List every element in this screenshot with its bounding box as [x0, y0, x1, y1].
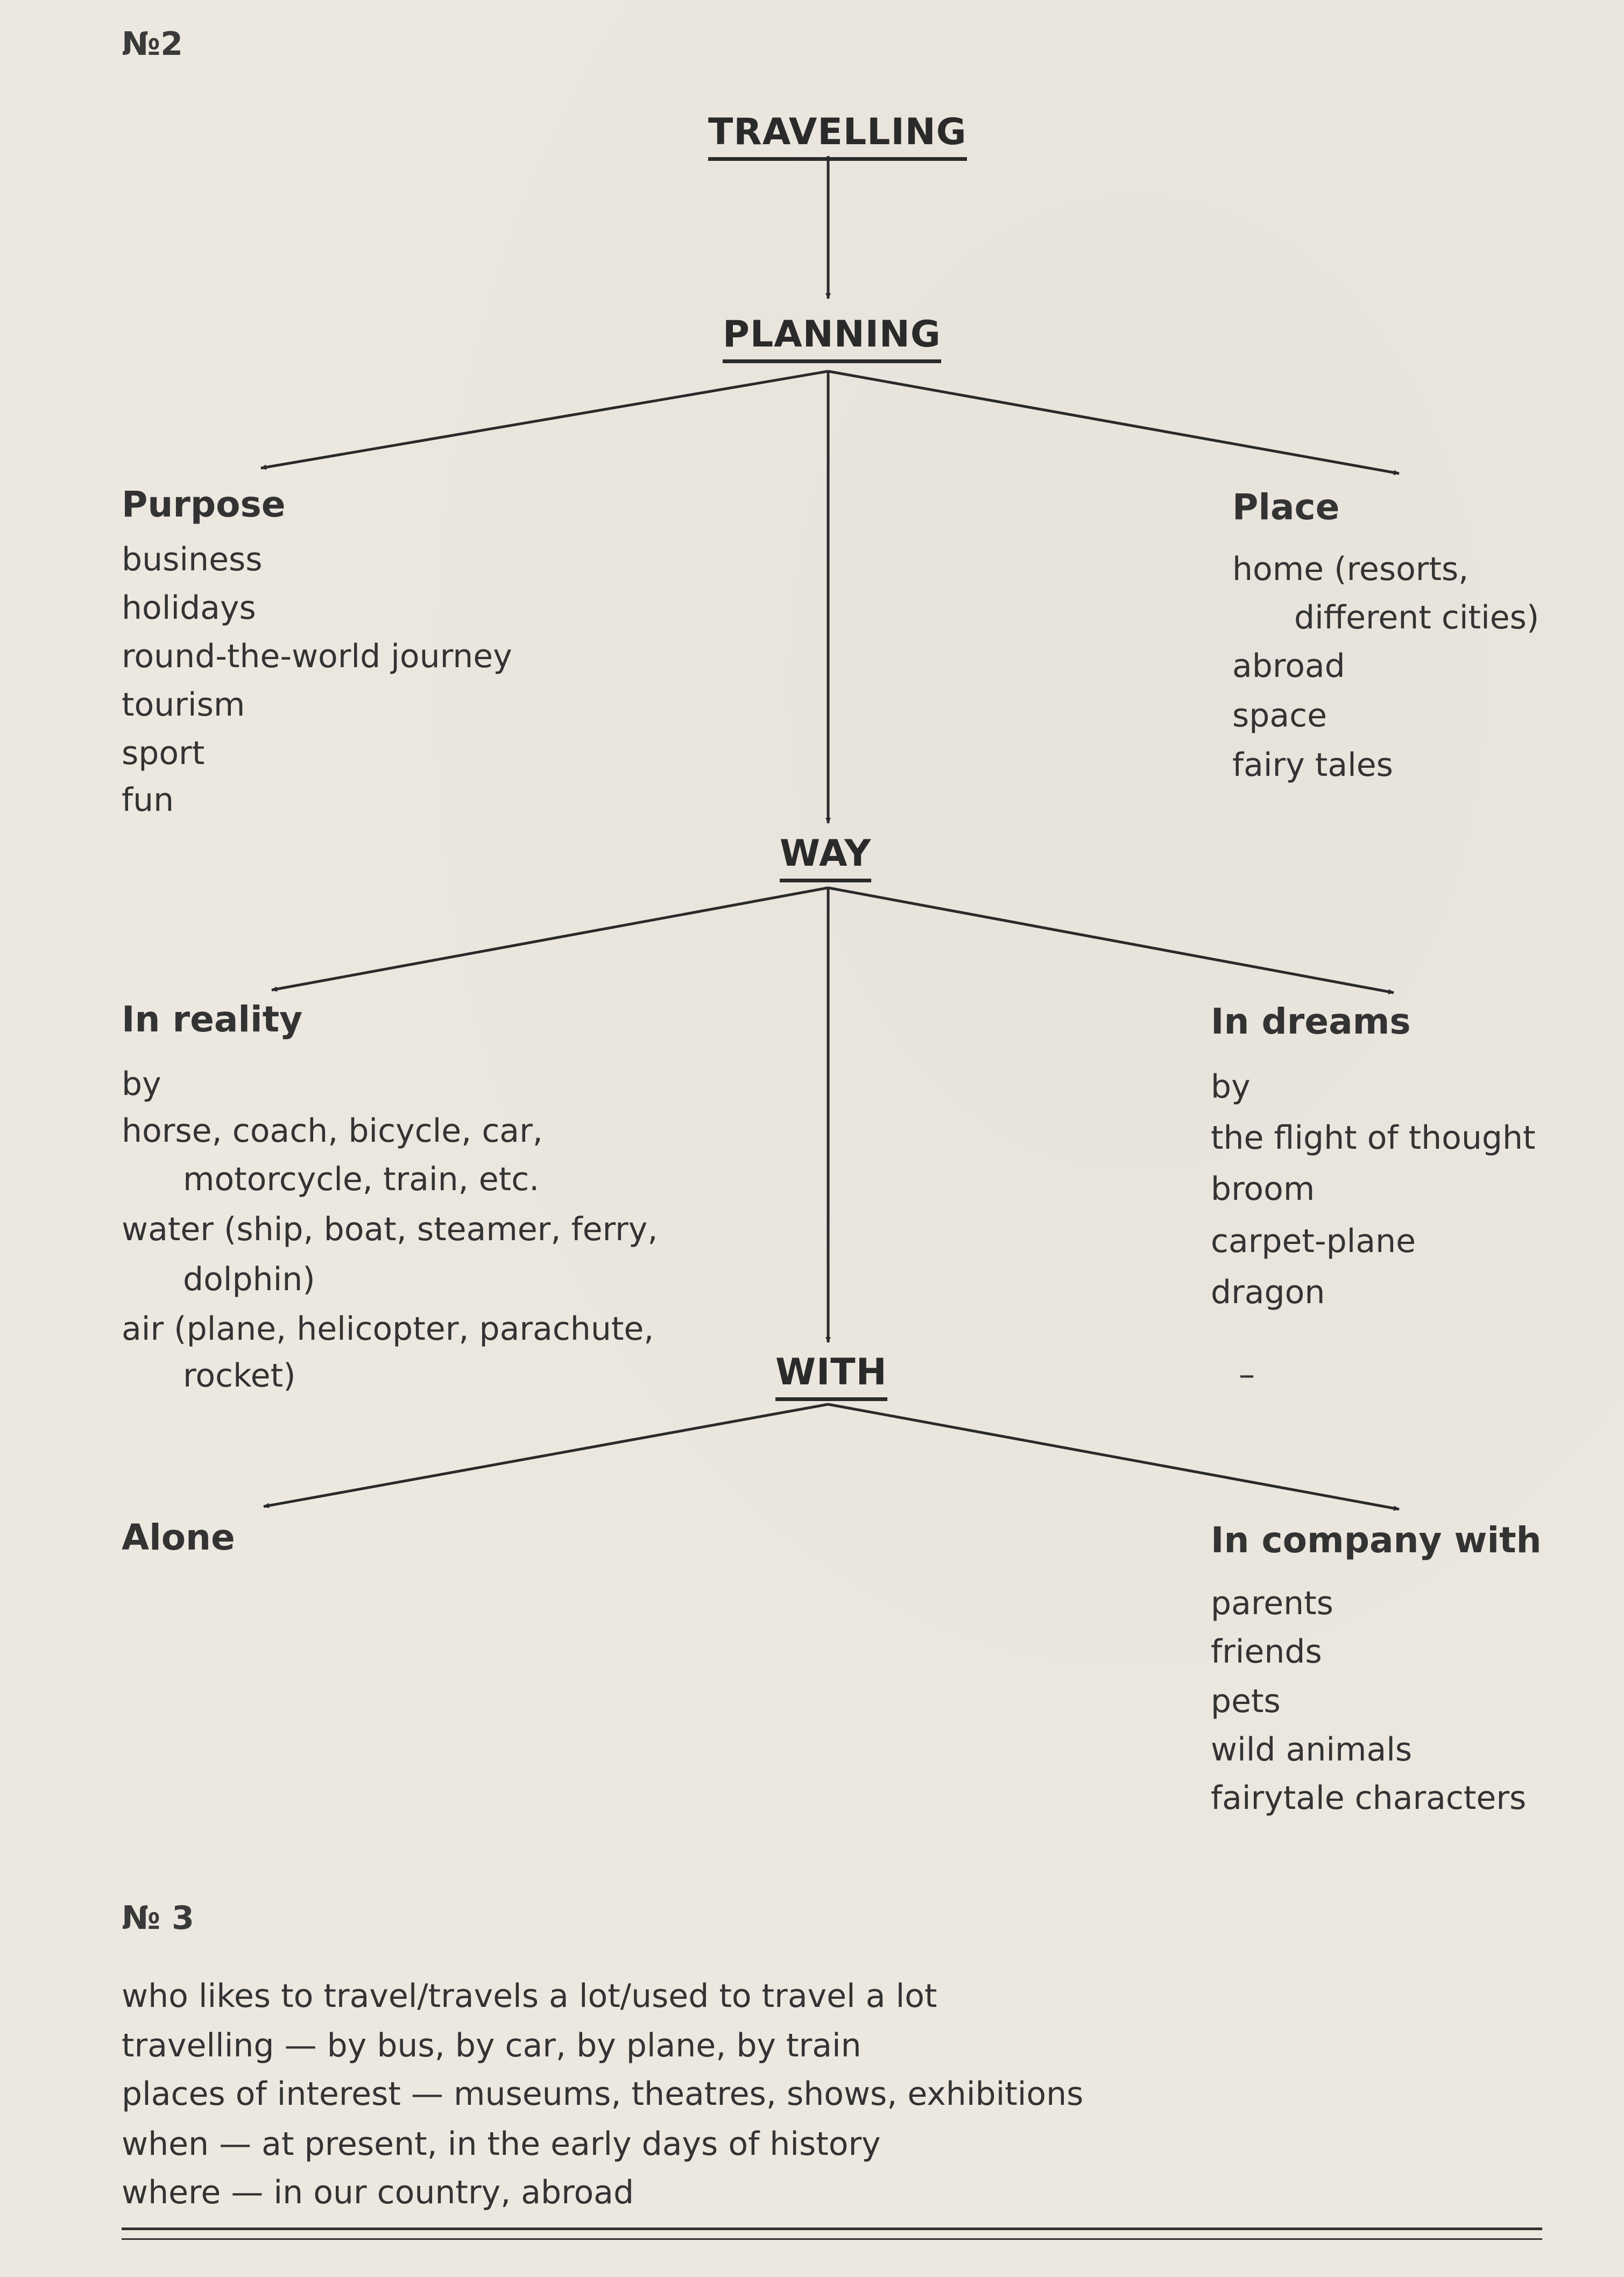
bottom-rule-thin [122, 2238, 1542, 2240]
purpose-item: fun [122, 781, 174, 819]
node-with: WITH [775, 1354, 887, 1401]
in-company-item: fairytale characters [1211, 1779, 1527, 1817]
place-item: space [1232, 697, 1328, 734]
arrow-with-alone [264, 1404, 828, 1507]
purpose-item: holidays [122, 589, 256, 627]
place-heading: Place [1232, 486, 1340, 528]
arrow-planning-purpose [261, 371, 828, 468]
purpose-item: round-the-world journey [122, 638, 512, 675]
section3-line: who likes to travel/travels a lot/used to travel a lot [122, 1977, 937, 2015]
in-company-item: wild animals [1211, 1731, 1413, 1769]
in-dreams-item: – [1239, 1356, 1255, 1394]
bottom-rule [122, 2228, 1542, 2230]
in-company-item: pets [1211, 1682, 1281, 1720]
in-reality-item: motorcycle, train, etc. [183, 1161, 540, 1198]
in-dreams-heading: In dreams [1211, 1001, 1411, 1042]
section3-line: where — in our country, abroad [122, 2174, 634, 2211]
in-reality-heading: In reality [122, 999, 303, 1040]
in-reality-item: rocket) [183, 1357, 296, 1395]
in-company-heading: In company with [1211, 1519, 1542, 1561]
in-company-item: friends [1211, 1633, 1322, 1671]
section3-line: when — at present, in the early days of history [122, 2125, 881, 2163]
section3-line: places of interest — museums, theatres, shows, exhibitions [122, 2075, 1084, 2113]
in-company-item: parents [1211, 1585, 1333, 1622]
place-item: abroad [1232, 647, 1345, 685]
in-reality-item: air (plane, helicopter, parachute, [122, 1310, 654, 1348]
arrow-with-company [828, 1404, 1399, 1509]
alone-heading: Alone [122, 1517, 235, 1558]
in-dreams-item: broom [1211, 1170, 1315, 1208]
section2-number: №2 [122, 25, 183, 63]
in-reality-item: water (ship, boat, steamer, ferry, [122, 1211, 658, 1248]
node-way: WAY [780, 836, 871, 882]
in-reality-item: by [122, 1065, 161, 1103]
place-item: fairy tales [1232, 746, 1393, 784]
in-dreams-item: the flight of thought [1211, 1119, 1536, 1157]
node-travelling: TRAVELLING [708, 114, 967, 161]
place-item: home (resorts, [1232, 550, 1469, 588]
purpose-item: sport [122, 734, 205, 772]
purpose-heading: Purpose [122, 484, 286, 525]
purpose-item: tourism [122, 686, 245, 724]
in-dreams-item: by [1211, 1068, 1251, 1106]
place-item: different cities) [1294, 599, 1540, 637]
in-dreams-item: carpet-plane [1211, 1222, 1416, 1260]
in-reality-item: horse, coach, bicycle, car, [122, 1112, 543, 1150]
section3-line: travelling — by bus, by car, by plane, by train [122, 2027, 862, 2064]
in-reality-item: dolphin) [183, 1261, 315, 1298]
arrow-way-dreams [828, 888, 1394, 993]
node-planning: PLANNING [723, 316, 941, 363]
arrow-planning-place [828, 371, 1399, 473]
purpose-item: business [122, 541, 263, 578]
section3-number: № 3 [122, 1899, 194, 1937]
in-dreams-item: dragon [1211, 1274, 1325, 1311]
arrow-way-reality [272, 888, 828, 990]
